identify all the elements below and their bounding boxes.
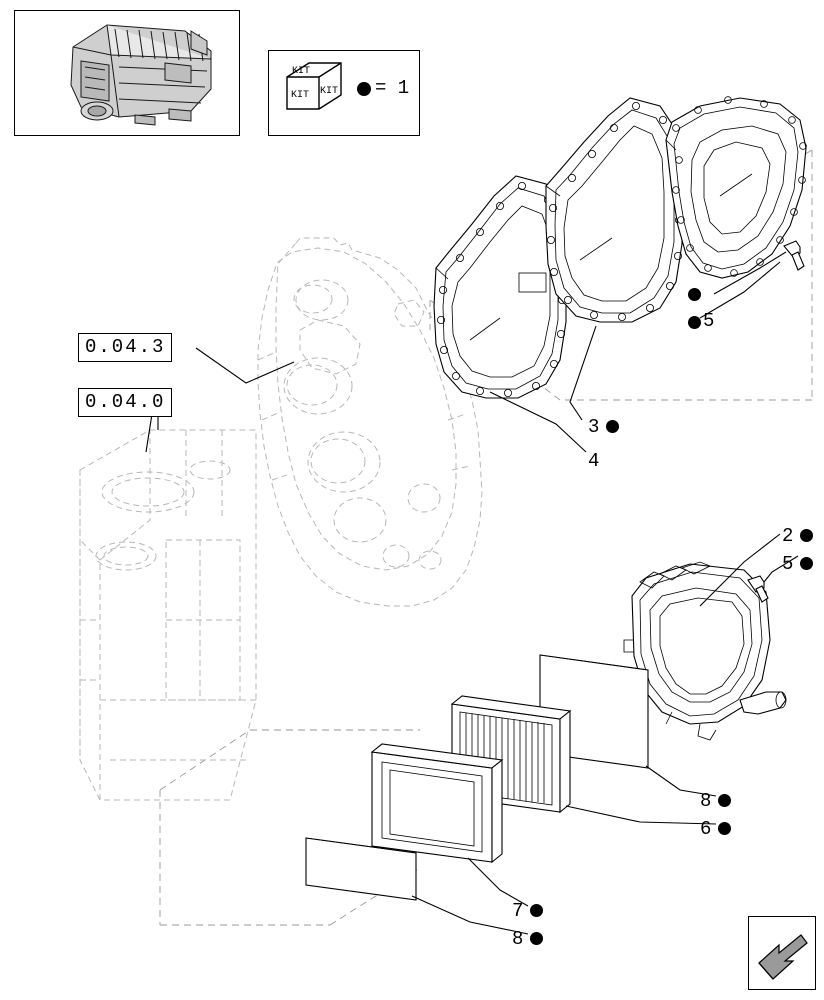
callout-dot-7 (530, 904, 543, 917)
callout-number-4[interactable]: 4 (588, 450, 600, 472)
svg-text:KIT: KIT (290, 90, 310, 101)
part-5-bolt-top (784, 241, 804, 270)
callout-dot-5-top-b (688, 316, 701, 329)
reference-label-0-04-3[interactable]: 0.04.3 (78, 333, 172, 362)
callout-dot-8-lower (530, 932, 543, 945)
callout-number-8-upper[interactable]: 8 (700, 790, 712, 812)
callout-number-7[interactable]: 7 (512, 900, 524, 922)
callout-number-3[interactable]: 3 (588, 416, 600, 438)
svg-text:KIT: KIT (319, 86, 339, 97)
callout-dot-2 (800, 529, 813, 542)
callout-number-5-top[interactable]: 5 (703, 310, 715, 332)
callout-dot-3 (606, 420, 619, 433)
callout-dot-5-top-a (688, 288, 701, 301)
reference-label-0-04-0[interactable]: 0.04.0 (78, 388, 172, 417)
callout-dot-8-upper (718, 794, 731, 807)
kit-legend-box (268, 50, 420, 136)
callout-dot-5-mid (800, 557, 813, 570)
part-3-gasket (546, 98, 683, 322)
callout-dot-6 (718, 822, 731, 835)
part-5-cover (666, 97, 806, 278)
callout-number-2[interactable]: 2 (782, 525, 794, 547)
direction-arrow-icon (748, 916, 816, 990)
callout-number-8-lower[interactable]: 8 (512, 928, 524, 950)
kit-equals-label: = 1 (375, 77, 410, 99)
part-7-filter-frame (372, 744, 502, 862)
arrow-glyph (749, 917, 815, 989)
engine-assembly-thumbnail (14, 10, 240, 136)
callout-number-6[interactable]: 6 (700, 818, 712, 840)
engine-block-ghost (80, 430, 256, 800)
engine-thumbnail-art (15, 11, 239, 135)
callout-number-5-mid[interactable]: 5 (782, 553, 794, 575)
svg-text:KIT: KIT (291, 66, 311, 77)
